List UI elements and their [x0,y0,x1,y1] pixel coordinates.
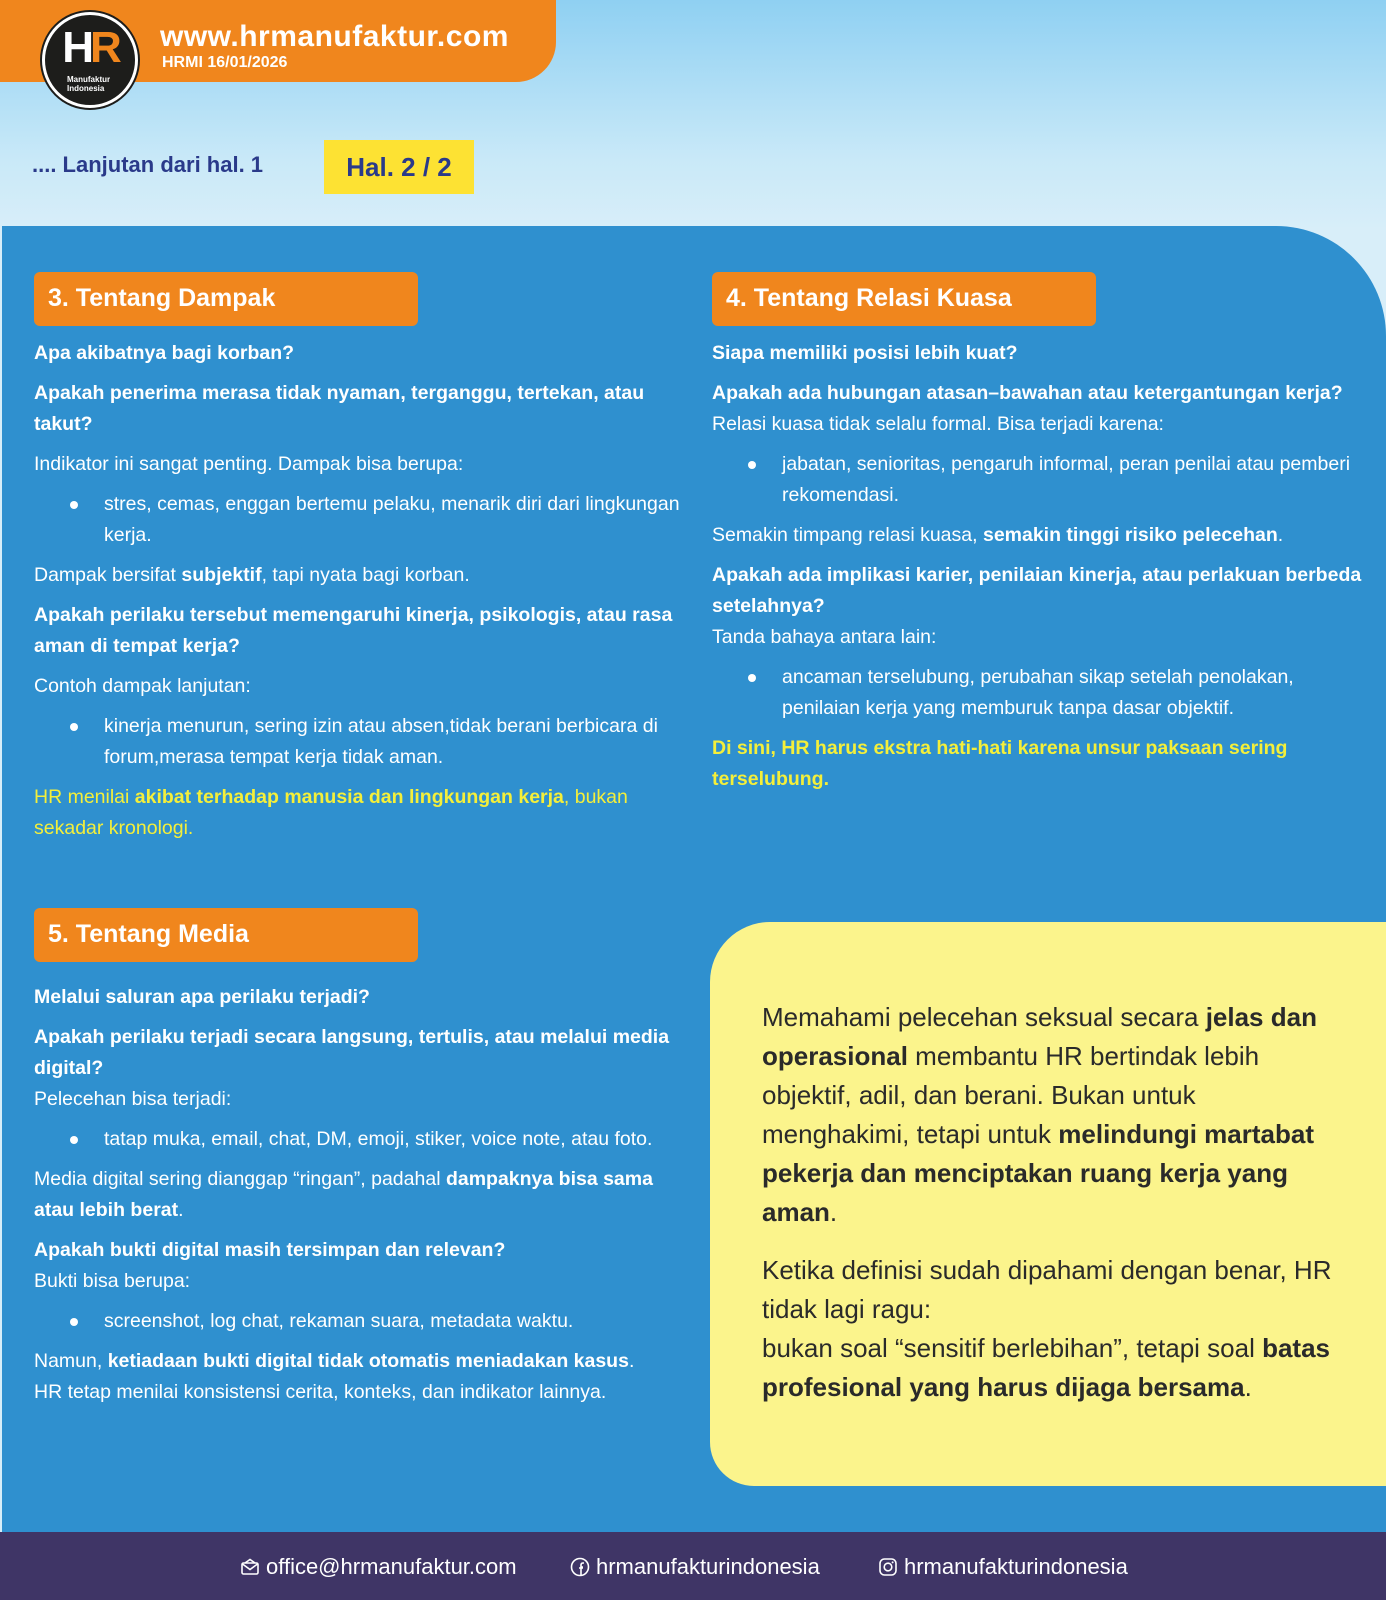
bullet-list [34,1124,686,1155]
section-media [34,908,686,1408]
question: Apakah bukti digital masih tersimpan dan relevan? [34,1239,506,1261]
paragraph: Bukti bisa berupa: [34,1270,191,1292]
section-relasi-kuasa [712,272,1364,804]
paragraph: HR tetap menilai konsistensi cerita, konteks, dan indikator lainnya. [34,1381,607,1403]
bullet-list [712,662,1364,724]
paragraph: Indikator ini sangat penting. Dampak bisa berupa: [34,453,464,475]
bullet-list [34,489,686,551]
paragraph: Pelecehan bisa terjadi: [34,1088,232,1110]
question: Apakah ada implikasi karier, penilaian kinerja, atau perlakuan berbeda setelahnya? [712,564,1362,617]
bullet-item: tatap muka, email, chat, DM, emoji, stiker, voice note, atau foto. [34,1124,686,1155]
logo-text: HR [62,23,118,72]
section-title: 4. Tentang Relasi Kuasa [712,272,1096,326]
bullet-item: screenshot, log chat, rekaman suara, metadata waktu. [34,1306,686,1337]
conclusion-paragraph: Ketika definisi sudah dipahami dengan benar, HR tidak lagi ragu: bukan soal “sensitif berlebihan”, tetapi soal batas profesional yang harus dijaga bersama. [762,1255,1332,1402]
logo-r-letter: R [90,23,118,72]
section-title: 3. Tentang Dampak [34,272,418,326]
question: Siapa memiliki posisi lebih kuat? [712,342,1018,364]
page-badge: Hal. 2 / 2 [324,140,474,194]
highlight-note: Di sini, HR harus ekstra hati-hati karena unsur paksaan sering terselubung. [712,737,1288,790]
question: Apakah penerima merasa tidak nyaman, terganggu, tertekan, atau takut? [34,382,645,435]
bullet-list [34,1306,686,1337]
conclusion-box [710,922,1386,1486]
hr-logo [42,12,138,108]
mail-icon [240,1557,260,1577]
paragraph: Relasi kuasa tidak selalu formal. Bisa terjadi karena: [712,413,1164,435]
section-title: 5. Tentang Media [34,908,418,962]
highlight-note: HR menilai akibat terhadap manusia dan lingkungan kerja, bukan sekadar kronologi. [34,786,628,839]
paragraph: Media digital sering dianggap “ringan”, padahal dampaknya bisa sama atau lebih berat. [34,1168,653,1221]
logo-sub-line1: Manufaktur [67,75,111,84]
footer-email[interactable]: office@hrmanufaktur.com [240,1554,517,1580]
footer-instagram[interactable]: hrmanufakturindonesia [878,1554,1128,1580]
bullet-item: stres, cemas, enggan bertemu pelaku, menarik diri dari lingkungan kerja. [34,489,686,551]
footer [0,1532,1386,1600]
question: Apa akibatnya bagi korban? [34,342,295,364]
paragraph: Contoh dampak lanjutan: [34,675,251,697]
instagram-icon [878,1557,898,1577]
conclusion-paragraph: Memahami pelecehan seksual secara jelas dan operasional membantu HR bertindak lebih objektif, adil, dan berani. Bukan untuk menghakimi, tetapi untuk melindungi martabat pekerja dan menciptakan ruang kerja yang aman. [762,1002,1317,1227]
logo-sub-line2: Indonesia [67,84,105,93]
section-dampak [34,272,686,853]
footer-facebook[interactable]: hrmanufakturindonesia [570,1554,820,1580]
paragraph: Namun, ketiadaan bukti digital tidak otomatis meniadakan kasus. [34,1350,635,1372]
paragraph: Semakin timpang relasi kuasa, semakin tinggi risiko pelecehan. [712,524,1284,546]
bullet-item: jabatan, senioritas, pengaruh informal, peran penilai atau pemberi rekomendasi. [712,449,1364,511]
continued-note: .... Lanjutan dari hal. 1 [32,152,264,177]
bullet-item: kinerja menurun, sering izin atau absen,tidak berani berbicara di forum,merasa tempat kerja tidak aman. [34,711,686,773]
paragraph: Tanda bahaya antara lain: [712,626,937,648]
facebook-icon [570,1557,590,1577]
question: Melalui saluran apa perilaku terjadi? [34,986,370,1008]
bullet-list [34,711,686,773]
site-url[interactable]: www.hrmanufaktur.com [160,20,509,53]
paragraph: Dampak bersifat subjektif, tapi nyata bagi korban. [34,564,470,586]
bullet-item: ancaman terselubung, perubahan sikap setelah penolakan, penilaian kerja yang memburuk tanpa dasar objektif. [712,662,1364,724]
question: Apakah perilaku tersebut memengaruhi kinerja, psikologis, atau rasa aman di tempat kerja? [34,604,673,657]
doc-code: HRMI 16/01/2026 [162,54,288,71]
question: Apakah ada hubungan atasan–bawahan atau ketergantungan kerja? [712,382,1343,404]
question: Apakah perilaku terjadi secara langsung, tertulis, atau melalui media digital? [34,1026,670,1079]
bullet-list [712,449,1364,511]
